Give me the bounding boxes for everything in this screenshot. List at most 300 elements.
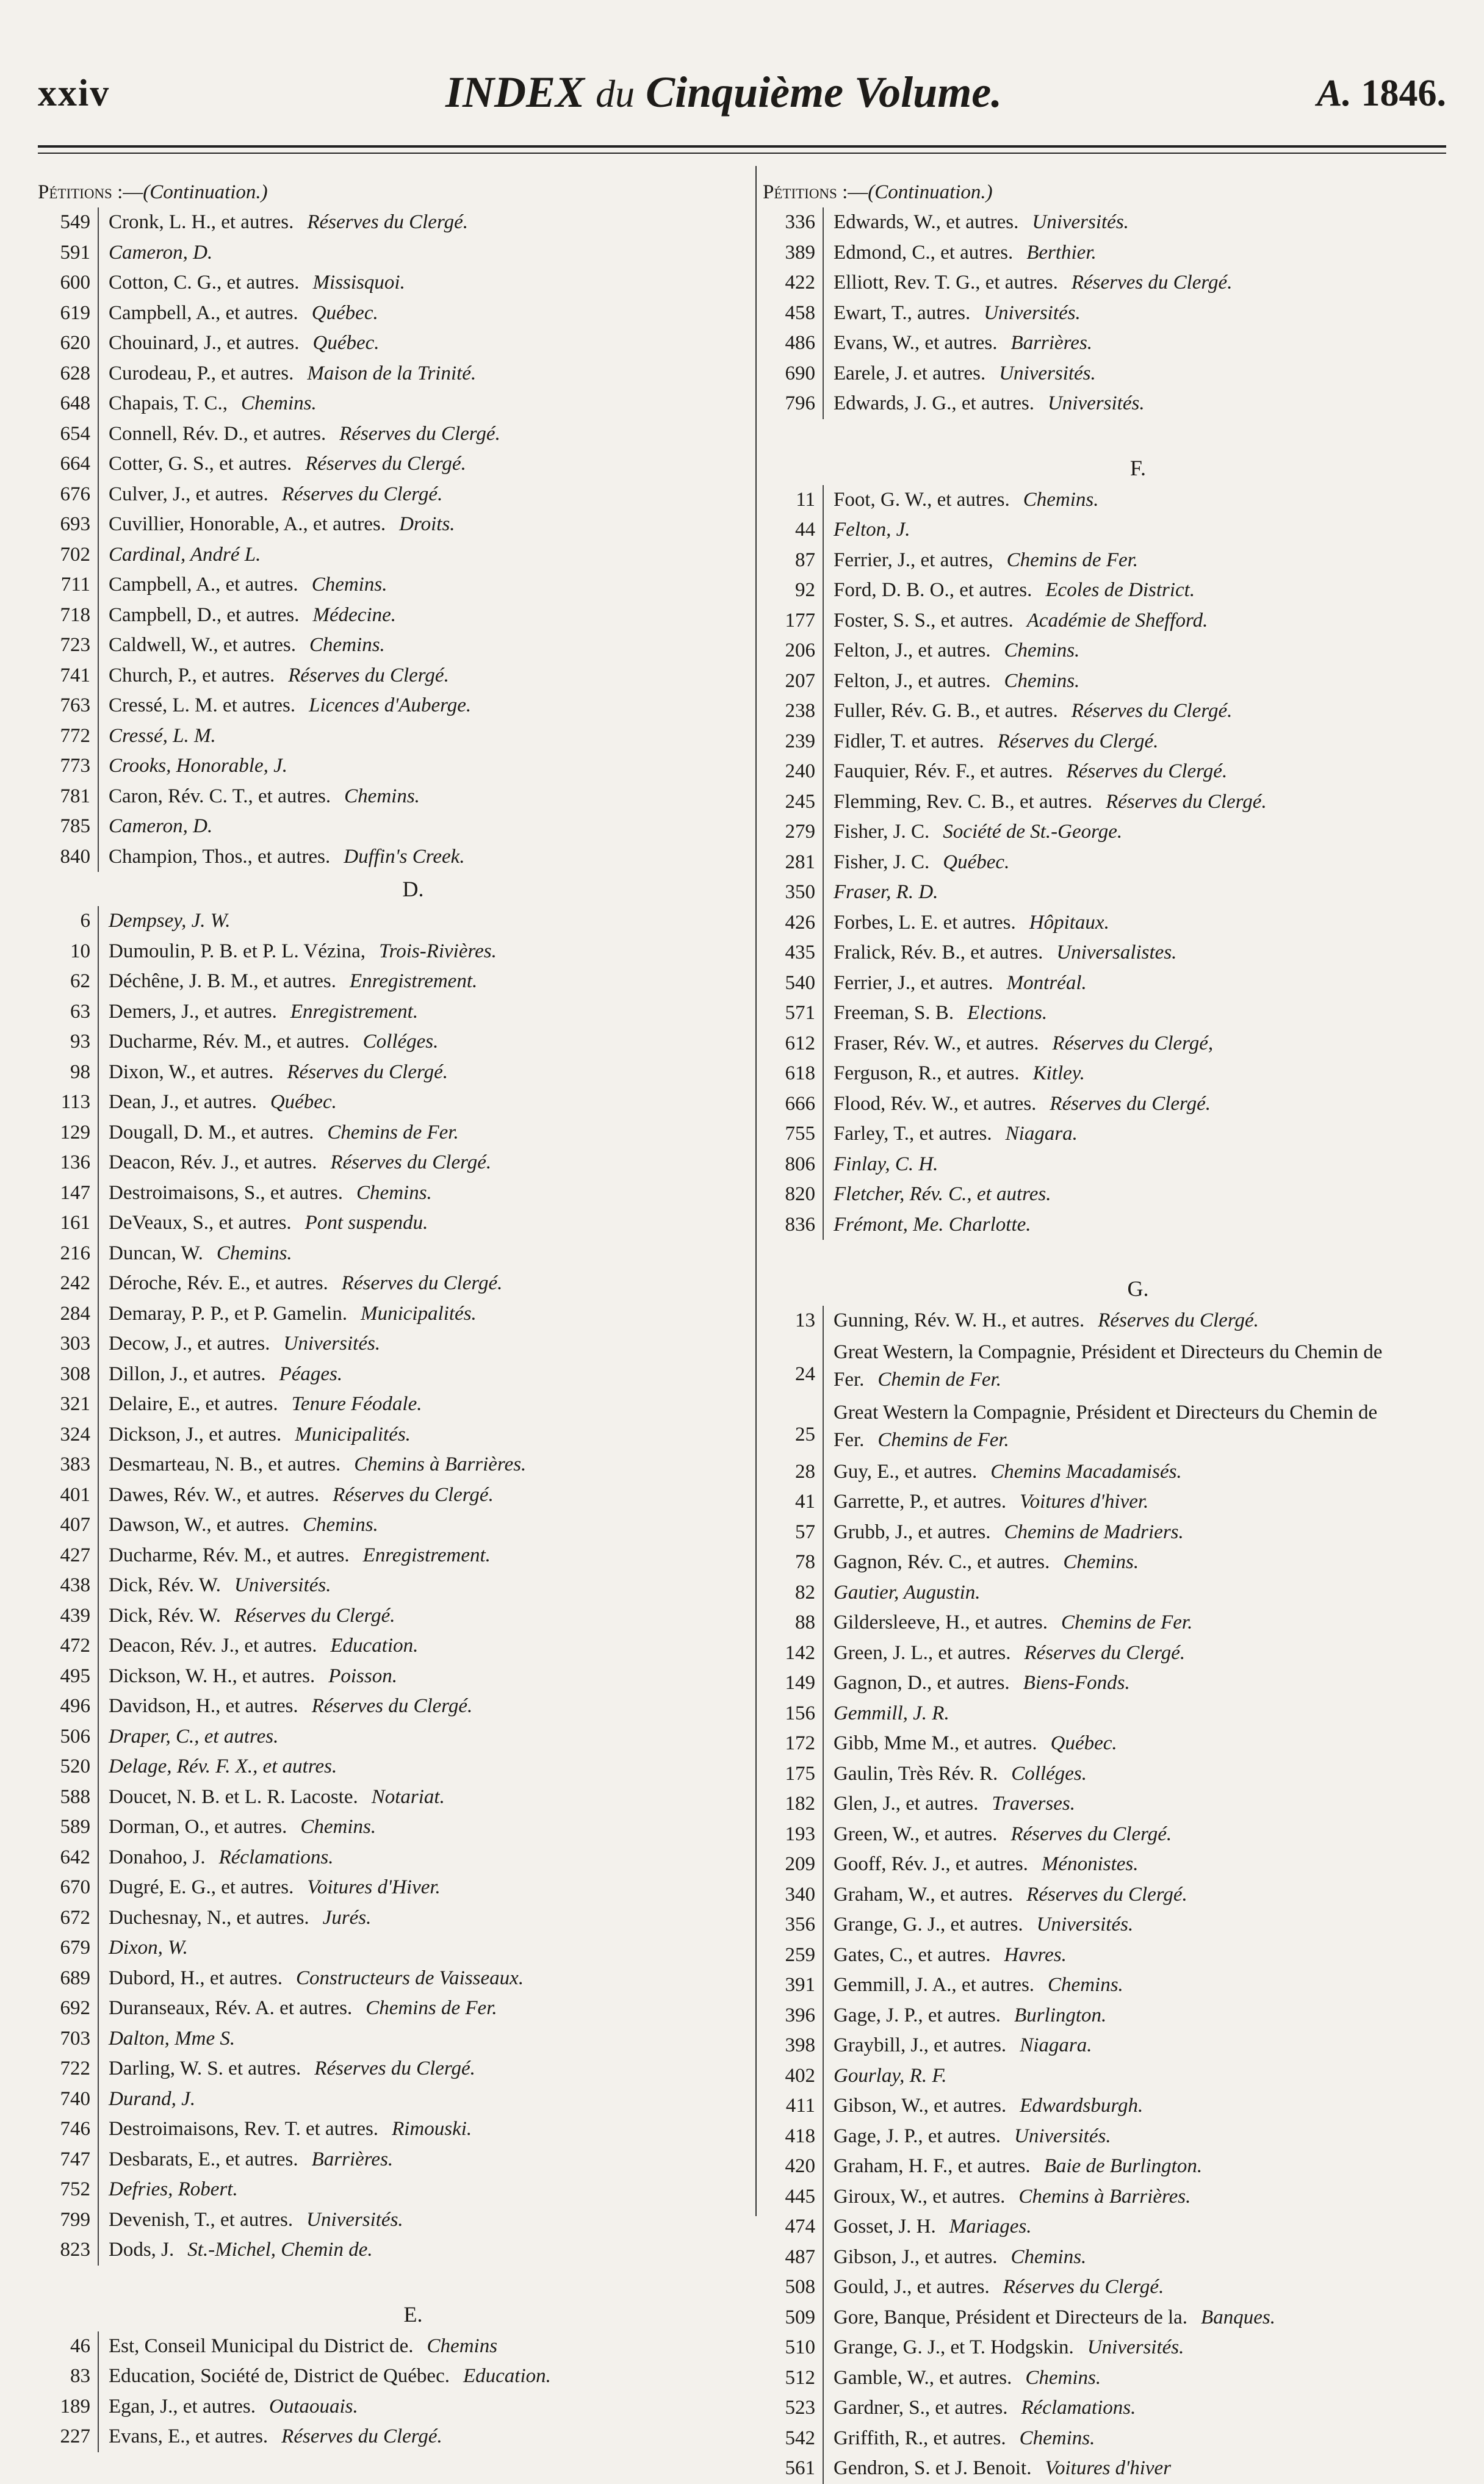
entry-topic: Berthier. — [1026, 241, 1097, 264]
section-gap — [763, 1240, 1452, 1272]
index-entry — [38, 1027, 727, 1057]
index-entry — [763, 1547, 1452, 1578]
index-entry — [38, 1782, 727, 1813]
entry-name: Cameron, D. — [109, 815, 213, 837]
entry-number: 383 — [38, 1450, 99, 1480]
entry-topic: Réserves du Clergé. — [314, 2057, 475, 2079]
entry-name: Destroimaisons, Rev. T. et autres. — [109, 2118, 379, 2140]
entry-number: 820 — [763, 1179, 824, 1210]
entry-name: Destroimaisons, S., et autres. — [109, 1181, 344, 1204]
entry-topic: Société de St.-George. — [943, 821, 1123, 843]
entry-topic: Québec. — [311, 301, 378, 324]
entry-number: 600 — [38, 268, 99, 298]
index-entry — [763, 1699, 1452, 1729]
entry-topic: Québec. — [943, 851, 1010, 873]
index-entry — [763, 1059, 1452, 1089]
index-entry — [763, 787, 1452, 818]
index-entry — [763, 2363, 1452, 2394]
entry-number: 28 — [763, 1457, 824, 1488]
index-entry — [763, 1089, 1452, 1120]
entry-number: 561 — [763, 2453, 824, 2484]
entry-name: Dean, J., et autres. — [109, 1091, 257, 1113]
entry-number: 620 — [38, 328, 99, 359]
entry-number: 113 — [38, 1087, 99, 1118]
entry-name: Ewart, T., autres. — [834, 301, 971, 324]
entry-number: 474 — [763, 2212, 824, 2242]
entry-name: Gagnon, D., et autres. — [834, 1672, 1010, 1694]
index-entry — [38, 1057, 727, 1088]
entry-topic: Académie de Shefford. — [1026, 609, 1208, 632]
index-entry — [38, 842, 727, 873]
entry-name: DeVeaux, S., et autres. — [109, 1212, 292, 1234]
entry-name: Déchêne, J. B. M., et autres. — [109, 970, 336, 992]
entry-name: Fletcher, Rév. C., et autres. — [834, 1183, 1051, 1205]
entry-number: 741 — [38, 661, 99, 691]
entry-name: Cressé, L. M. et autres. — [109, 694, 296, 716]
index-entry — [38, 1329, 727, 1359]
index-entry — [38, 751, 727, 782]
entry-number: 207 — [763, 666, 824, 697]
entry-name: Fraser, Rév. W., et autres. — [834, 1032, 1039, 1054]
index-entry — [38, 419, 727, 450]
index-entry — [763, 1789, 1452, 1820]
entry-name: Cameron, D. — [109, 241, 213, 264]
entry-name: Cotter, G. S., et autres. — [109, 453, 292, 475]
page-number: xxiv — [38, 73, 110, 114]
entry-name: Gourlay, R. F. — [834, 2064, 947, 2087]
entry-topic: Chemin de Fer. — [877, 1368, 1001, 1391]
entry-name: Connell, Rév. D., et autres. — [109, 422, 326, 445]
entry-number: 189 — [38, 2392, 99, 2422]
entry-topic: Colléges. — [1011, 1762, 1087, 1785]
entry-number: 763 — [38, 691, 99, 721]
index-entry — [38, 2205, 727, 2236]
entry-name: Green, J. L., et autres. — [834, 1641, 1011, 1664]
index-entry — [763, 1578, 1452, 1608]
entry-number: 510 — [763, 2333, 824, 2363]
entry-number: 227 — [38, 2422, 99, 2452]
entry-name: Gibb, Mme M., et autres. — [834, 1732, 1037, 1754]
entry-number: 147 — [38, 1178, 99, 1209]
index-entry — [763, 268, 1452, 298]
index-entry — [763, 1608, 1452, 1638]
entry-topic: Péages. — [279, 1363, 343, 1385]
index-entry — [763, 1668, 1452, 1699]
entry-topic: Réserves du Clergé. — [234, 1604, 395, 1627]
entry-topic: Réserves du Clergé. — [1024, 1641, 1186, 1664]
entry-topic: Enregistrement. — [349, 970, 478, 992]
letter-heading-e: E. — [403, 2302, 423, 2327]
index-entry — [38, 298, 727, 329]
entry-name: Finlay, C. H. — [834, 1153, 938, 1175]
entries-g — [763, 1457, 1452, 2484]
entry-name: Doucet, N. B. et L. R. Lacoste. — [109, 1785, 358, 1808]
entry-topic: Droits. — [399, 513, 455, 535]
index-entry — [763, 2393, 1452, 2424]
entry-topic: Médecine. — [312, 603, 397, 626]
entry-topic: Réserves du Clergé. — [997, 730, 1159, 752]
entry-number: 746 — [38, 2114, 99, 2145]
entry-topic: Colléges. — [362, 1031, 439, 1053]
entry-name: Defries, Robert. — [109, 2178, 238, 2200]
entry-number: 672 — [38, 1903, 99, 1934]
index-entry — [763, 1029, 1452, 1059]
entry-name: Culver, J., et autres. — [109, 483, 268, 505]
year-value: 1846. — [1361, 73, 1446, 114]
entry-name: Campbell, D., et autres. — [109, 603, 300, 626]
entry-topic: Réserves du Clergé. — [311, 1695, 473, 1717]
index-entry — [763, 938, 1452, 968]
entry-name: Foot, G. W., et autres. — [834, 488, 1010, 511]
index-entry — [38, 1359, 727, 1390]
index-entry — [38, 2024, 727, 2054]
index-entry — [38, 1722, 727, 1752]
entry-topic: Education. — [330, 1635, 419, 1657]
entry-topic: Chemins de Madriers. — [1004, 1521, 1184, 1543]
entry-number: 690 — [763, 359, 824, 389]
entry-name: Gates, C., et autres. — [834, 1943, 991, 1966]
entry-number: 83 — [38, 2361, 99, 2392]
entry-number: 82 — [763, 1578, 824, 1608]
index-entry — [763, 298, 1452, 329]
entry-number: 356 — [763, 1910, 824, 1940]
index-entry — [38, 2331, 727, 2362]
entries-g-top — [763, 1306, 1452, 1336]
entry-topic: Chemins — [427, 2335, 498, 2357]
index-entry — [763, 2303, 1452, 2333]
index-entry — [38, 1148, 727, 1178]
entry-number: 41 — [763, 1487, 824, 1517]
index-entry — [38, 1933, 727, 1964]
index-entry — [763, 1457, 1452, 1488]
entry-topic: Réserves du Clergé. — [1026, 1883, 1187, 1906]
entry-topic: Maison de la Trinité. — [307, 362, 477, 384]
entry-name: Gage, J. P., et autres. — [834, 2004, 1001, 2026]
entry-topic: Chemins. — [311, 574, 387, 596]
entry-topic: Pont suspendu. — [304, 1212, 428, 1234]
entry-name: Campbell, A., et autres. — [109, 574, 298, 596]
index-entry — [763, 2272, 1452, 2303]
entry-number: 722 — [38, 2054, 99, 2084]
entry-name: Green, W., et autres. — [834, 1823, 998, 1845]
entry-name: Duranseaux, Rév. A. et autres. — [109, 1997, 353, 2019]
entry-name: Fauquier, Rév. F., et autres. — [834, 760, 1053, 782]
entry-number: 340 — [763, 1880, 824, 1910]
entry-topic: Chemins à Barrières. — [1018, 2185, 1191, 2208]
entry-number: 781 — [38, 782, 99, 812]
entry-topic: Barrières. — [1010, 332, 1093, 354]
entry-name — [824, 1397, 1450, 1457]
index-entry — [38, 1873, 727, 1903]
entry-number: 679 — [38, 1933, 99, 1964]
index-entry — [38, 691, 727, 721]
entry-topic: Baie de Burlington. — [1043, 2155, 1203, 2177]
entry-name: Gosset, J. H. — [834, 2216, 936, 2237]
title-du: du — [596, 72, 635, 115]
entry-name: Gunning, Rév. W. H., et autres. — [834, 1309, 1085, 1331]
entry-number: 703 — [38, 2024, 99, 2054]
entry-name: Desbarats, E., et autres. — [109, 2148, 298, 2170]
column-heading — [763, 177, 1452, 207]
index-entry — [763, 207, 1452, 238]
entry-topic: Universités. — [234, 1574, 331, 1596]
index-entry — [38, 1480, 727, 1511]
index-entry — [38, 1601, 727, 1632]
entry-topic: Chemins. — [303, 1514, 378, 1536]
entry-number: 747 — [38, 2145, 99, 2175]
index-entry — [38, 1752, 727, 1782]
index-entry — [38, 2422, 727, 2452]
entry-name: Ducharme, Rév. M., et autres. — [109, 1031, 350, 1053]
entry-number: 336 — [763, 207, 824, 238]
entry-topic: Enregistrement. — [362, 1544, 491, 1566]
entry-topic: Réserves du Clergé. — [305, 453, 466, 475]
entry-name: Caldwell, W., et autres. — [109, 634, 297, 656]
entry-number: 161 — [38, 1208, 99, 1239]
entry-name: Foster, S. S., et autres. — [834, 609, 1014, 632]
index-entry — [38, 1450, 727, 1480]
index-entry — [38, 1661, 727, 1692]
index-entry — [763, 848, 1452, 878]
index-entry — [763, 1487, 1452, 1517]
entry-number: 401 — [38, 1480, 99, 1511]
entry-number: 648 — [38, 389, 99, 419]
entry-name: Dugré, E. G., et autres. — [109, 1876, 294, 1898]
entry-number: 692 — [38, 1993, 99, 2024]
entry-name: Giroux, W., et autres. — [834, 2185, 1006, 2208]
entry-name: Demers, J., et autres. — [109, 1000, 277, 1023]
entry-name: Dalton, Mme S. — [109, 2027, 236, 2050]
entry-topic: Jurés. — [322, 1906, 372, 1929]
section-gap — [38, 2266, 727, 2297]
title-rest: Cinquième Volume. — [646, 68, 1003, 117]
index-entry — [763, 757, 1452, 787]
entry-number: 654 — [38, 419, 99, 450]
index-entry — [763, 2424, 1452, 2454]
entry-name: Dubord, H., et autres. — [109, 1967, 283, 1989]
index-entry — [38, 1571, 727, 1601]
index-entry — [763, 1880, 1452, 1910]
index-entry — [38, 540, 727, 571]
entry-topic: Enregistrement. — [290, 1000, 419, 1023]
entry-number: 740 — [38, 2084, 99, 2115]
entry-name: Graybill, J., et autres. — [834, 2034, 1007, 2056]
entry-number: 752 — [38, 2175, 99, 2205]
entry-topic: Réserves du Clergé, — [1052, 1032, 1214, 1054]
index-entry — [763, 908, 1452, 938]
entry-name: Frémont, Me. Charlotte. — [834, 1213, 1031, 1236]
index-entry — [38, 2361, 727, 2392]
entry-topic: Universités. — [1048, 392, 1145, 414]
index-entry — [763, 2212, 1452, 2242]
entry-number: 495 — [38, 1661, 99, 1692]
index-entry — [763, 2091, 1452, 2122]
entry-topic: Chemins de Fer. — [327, 1121, 459, 1143]
index-entry — [763, 2122, 1452, 2152]
entry-name: Gage, J. P., et autres. — [834, 2125, 1001, 2147]
entry-number: 238 — [763, 696, 824, 727]
index-entry — [763, 2333, 1452, 2363]
entry-name: Evans, E., et autres. — [109, 2425, 268, 2447]
entry-name: Farley, T., et autres. — [834, 1123, 992, 1145]
entry-name-text: Great Western la Compagnie, Président et Directeurs du Chemin de Fer. — [834, 1401, 1378, 1451]
index-entry — [763, 1638, 1452, 1669]
entry-name: Guy, E., et autres. — [834, 1460, 978, 1483]
index-entry — [38, 1420, 727, 1450]
index-entry — [763, 1210, 1452, 1240]
index-entry — [763, 666, 1452, 697]
entry-number: 711 — [38, 570, 99, 600]
entries-f — [763, 485, 1452, 1240]
entry-number: 156 — [763, 1699, 824, 1729]
entry-topic: Niagara. — [1020, 2034, 1092, 2056]
entry-name: Demaray, P. P., et P. Gamelin. — [109, 1302, 348, 1325]
entry-topic: Edwardsburgh. — [1020, 2095, 1144, 2117]
index-entry — [763, 1759, 1452, 1790]
entry-name: Gibson, W., et autres. — [834, 2095, 1007, 2117]
index-entry — [38, 207, 727, 238]
entry-number: 840 — [38, 842, 99, 873]
entry-name: Earele, J. et autres. — [834, 362, 986, 384]
entry-number: 172 — [763, 1729, 824, 1759]
entry-topic: Chemins. — [300, 1816, 376, 1838]
entry-name: Education, Société de, District de Québec. — [109, 2365, 450, 2387]
index-entry — [763, 389, 1452, 419]
entry-name: Deacon, Rév. J., et autres. — [109, 1151, 317, 1173]
entry-number: 209 — [763, 1849, 824, 1880]
entry-number: 193 — [763, 1820, 824, 1850]
entry-name: Dixon, W., et autres. — [109, 1060, 274, 1083]
entry-name: Dillon, J., et autres. — [109, 1363, 266, 1385]
index-entry — [38, 238, 727, 268]
entry-name: Elliott, Rev. T. G., et autres. — [834, 272, 1058, 293]
entry-number: 10 — [38, 937, 99, 967]
entry-topic: Chemins. — [1023, 488, 1099, 511]
entry-name: Flood, Rév. W., et autres. — [834, 1092, 1037, 1115]
year-prefix: A. — [1317, 73, 1352, 114]
index-entry — [763, 1119, 1452, 1150]
index-entry — [38, 570, 727, 600]
index-entry — [763, 575, 1452, 606]
entry-number: 407 — [38, 1510, 99, 1541]
entry-topic: Traverses. — [992, 1793, 1075, 1815]
entry-number: 666 — [763, 1089, 824, 1120]
entry-topic: Banques. — [1201, 2306, 1275, 2328]
entry-number: 46 — [38, 2331, 99, 2362]
entry-name: Glen, J., et autres. — [834, 1793, 979, 1815]
entry-topic: Universités. — [1032, 211, 1129, 233]
entry-topic: Québec. — [1050, 1732, 1117, 1754]
index-entry — [763, 696, 1452, 727]
entry-number: 806 — [763, 1150, 824, 1180]
entry-name: Felton, J. — [834, 519, 910, 541]
entry-number: 799 — [38, 2205, 99, 2236]
entry-name: Est, Conseil Municipal du District de. — [109, 2335, 414, 2357]
entry-number: 177 — [763, 606, 824, 636]
entry-name: Delaire, E., et autres. — [109, 1393, 278, 1415]
entry-name: Gendron, S. et J. Benoit. — [834, 2457, 1032, 2479]
entry-name: Gaulin, Très Rév. R. — [834, 1762, 998, 1785]
entries-d — [38, 906, 727, 2266]
entry-name: Cotton, C. G., et autres. — [109, 272, 300, 293]
index-entry — [763, 238, 1452, 268]
entry-topic: Chemins de Fer. — [877, 1428, 1009, 1451]
index-entry — [38, 1993, 727, 2024]
entry-number: 508 — [763, 2272, 824, 2303]
entry-number: 98 — [38, 1057, 99, 1088]
entry-topic: Ménonistes. — [1041, 1853, 1139, 1875]
section-gap — [763, 419, 1452, 451]
entry-topic: Universités. — [1014, 2125, 1111, 2147]
entry-name: Ferrier, J., et autres. — [834, 971, 993, 994]
entry-name: Fuller, Rév. G. B., et autres. — [834, 700, 1058, 722]
entry-number: 92 — [763, 575, 824, 606]
index-entry — [38, 1510, 727, 1541]
heading-label: Pétitions :— — [763, 181, 868, 203]
index-entry — [38, 1691, 727, 1722]
entry-name: Chapais, T. C., — [109, 392, 228, 414]
entry-name: Champion, Thos., et autres. — [109, 845, 331, 868]
entry-name: Curodeau, P., et autres. — [109, 362, 294, 384]
header-rule-thin — [38, 153, 1446, 154]
entry-number: 427 — [38, 1541, 99, 1571]
index-entry — [38, 630, 727, 661]
entry-number: 418 — [763, 2122, 824, 2152]
entry-topic: Hôpitaux. — [1029, 911, 1109, 934]
index-entry — [763, 1729, 1452, 1759]
entry-name: Flemming, Rev. C. B., et autres. — [834, 790, 1093, 813]
entry-name: Egan, J., et autres. — [109, 2395, 256, 2417]
entry-name: Davidson, H., et autres. — [109, 1695, 298, 1717]
entry-topic: Universalistes. — [1056, 941, 1177, 963]
entry-number: 78 — [763, 1547, 824, 1578]
index-entry — [38, 937, 727, 967]
entry-name: Cronk, L. H., et autres. — [109, 211, 294, 233]
index-entry — [763, 727, 1452, 757]
entry-name: Dickson, W. H., et autres. — [109, 1665, 315, 1687]
entry-number: 426 — [763, 908, 824, 938]
index-entry — [763, 877, 1452, 908]
entry-name: Caron, Rév. C. T., et autres. — [109, 785, 331, 807]
entry-topic: Réserves du Clergé. — [1050, 1092, 1211, 1115]
entry-name: Dougall, D. M., et autres. — [109, 1121, 314, 1143]
entry-topic: Elections. — [967, 1002, 1048, 1024]
entry-name: Gemmill, J. A., et autres. — [834, 1974, 1035, 1996]
entry-topic: Chemins de Fer. — [366, 1997, 497, 2019]
entry-number: 445 — [763, 2182, 824, 2212]
page-title — [445, 67, 1002, 118]
entry-topic: Réserves du Clergé. — [1003, 2276, 1164, 2298]
index-entry — [763, 1849, 1452, 1880]
entry-name: Dumoulin, P. B. et P. L. Vézina, — [109, 940, 366, 962]
entry-number: 245 — [763, 787, 824, 818]
index-entry — [38, 997, 727, 1028]
entry-topic: Tenure Féodale. — [291, 1393, 422, 1415]
entry-topic: Voitures d'Hiver. — [307, 1876, 441, 1898]
entry-topic: Réserves du Clergé. — [1066, 760, 1228, 782]
entry-number: 689 — [38, 1964, 99, 1994]
index-entry — [38, 389, 727, 419]
entry-topic: Burlington. — [1014, 2004, 1107, 2026]
entry-number: 136 — [38, 1148, 99, 1178]
entry-number: 259 — [763, 1940, 824, 1971]
entries-c — [38, 207, 727, 872]
entry-name: Grange, G. J., et autres. — [834, 1913, 1023, 1935]
index-entry — [763, 2453, 1452, 2484]
entry-number: 422 — [763, 268, 824, 298]
entry-topic: Réserves du Clergé. — [307, 211, 468, 233]
index-entry — [763, 545, 1452, 576]
